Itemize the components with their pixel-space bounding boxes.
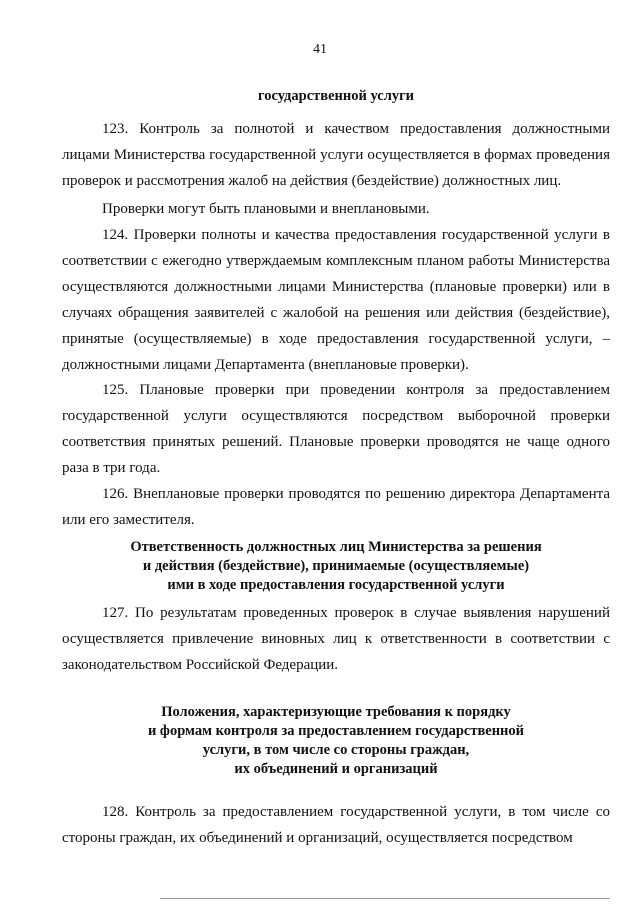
paragraph-125: 125. Плановые проверки при проведении контроля за предоставлением государственной услуги осуществляются посредством выборочной проверки соответствия принятых решений. Плановые проверки проводятся не чаще одного раза в три года.: [62, 382, 610, 476]
paragraph-124: 124. Проверки полноты и качества предоставления государственной услуги в соответствии с ежегодно утверждаемым комплексным планом работы Министерства осуществляются должностными лицами Министерства (плановые проверки) или в случаях обращения заявителей с жалобой на решения или действия (бездействие), принятые (осуществляемые) в ходе предоставления государственной услуги, – должностными лицами Департамента (внеплановые проверки).: [62, 227, 610, 373]
heading-responsibility-line-2: и действия (бездействие), принимаемые (осуществляемые): [142, 558, 530, 574]
heading-responsibility-line-3: ими в ходе предоставления государственной услуги: [167, 577, 505, 593]
paragraph-128: 128. Контроль за предоставлением государственной услуги, в том числе со стороны граждан, их объединений и организаций, осуществляется посредством: [62, 804, 610, 846]
heading-provisions-line-4: их объединений и организаций: [234, 761, 438, 777]
heading-provisions: [62, 703, 610, 779]
heading-provisions-line-3: услуги, в том числе со стороны граждан,: [202, 742, 470, 758]
paragraph-123: 123. Контроль за полнотой и качеством предоставления должностными лицами Министерства государственной услуги осуществляется в формах проведения проверок и рассмотрения жалоб на действия (бездействие) должностных лиц.: [62, 121, 610, 189]
heading-provisions-line-1: Положения, характеризующие требования к порядку: [161, 704, 511, 720]
heading-responsibility: [62, 538, 610, 595]
continued-section-heading: государственной услуги: [257, 88, 415, 104]
paragraph-127: 127. По результатам проведенных проверок в случае выявления нарушений осуществляется привлечение виновных лиц к ответственности в соответствии с законодательством Российской Федерации.: [62, 605, 610, 673]
paragraph-checks-types: Проверки могут быть плановыми и внеплановыми.: [102, 201, 430, 217]
heading-responsibility-line-1: Ответственность должностных лиц Министерства за решения: [130, 539, 542, 555]
page-bottom-divider: [160, 898, 610, 899]
page-number: 41: [313, 42, 327, 57]
paragraph-126: 126. Внеплановые проверки проводятся по решению директора Департамента или его заместителя.: [62, 486, 610, 528]
heading-provisions-line-2: и формам контроля за предоставлением государственной: [147, 723, 525, 739]
